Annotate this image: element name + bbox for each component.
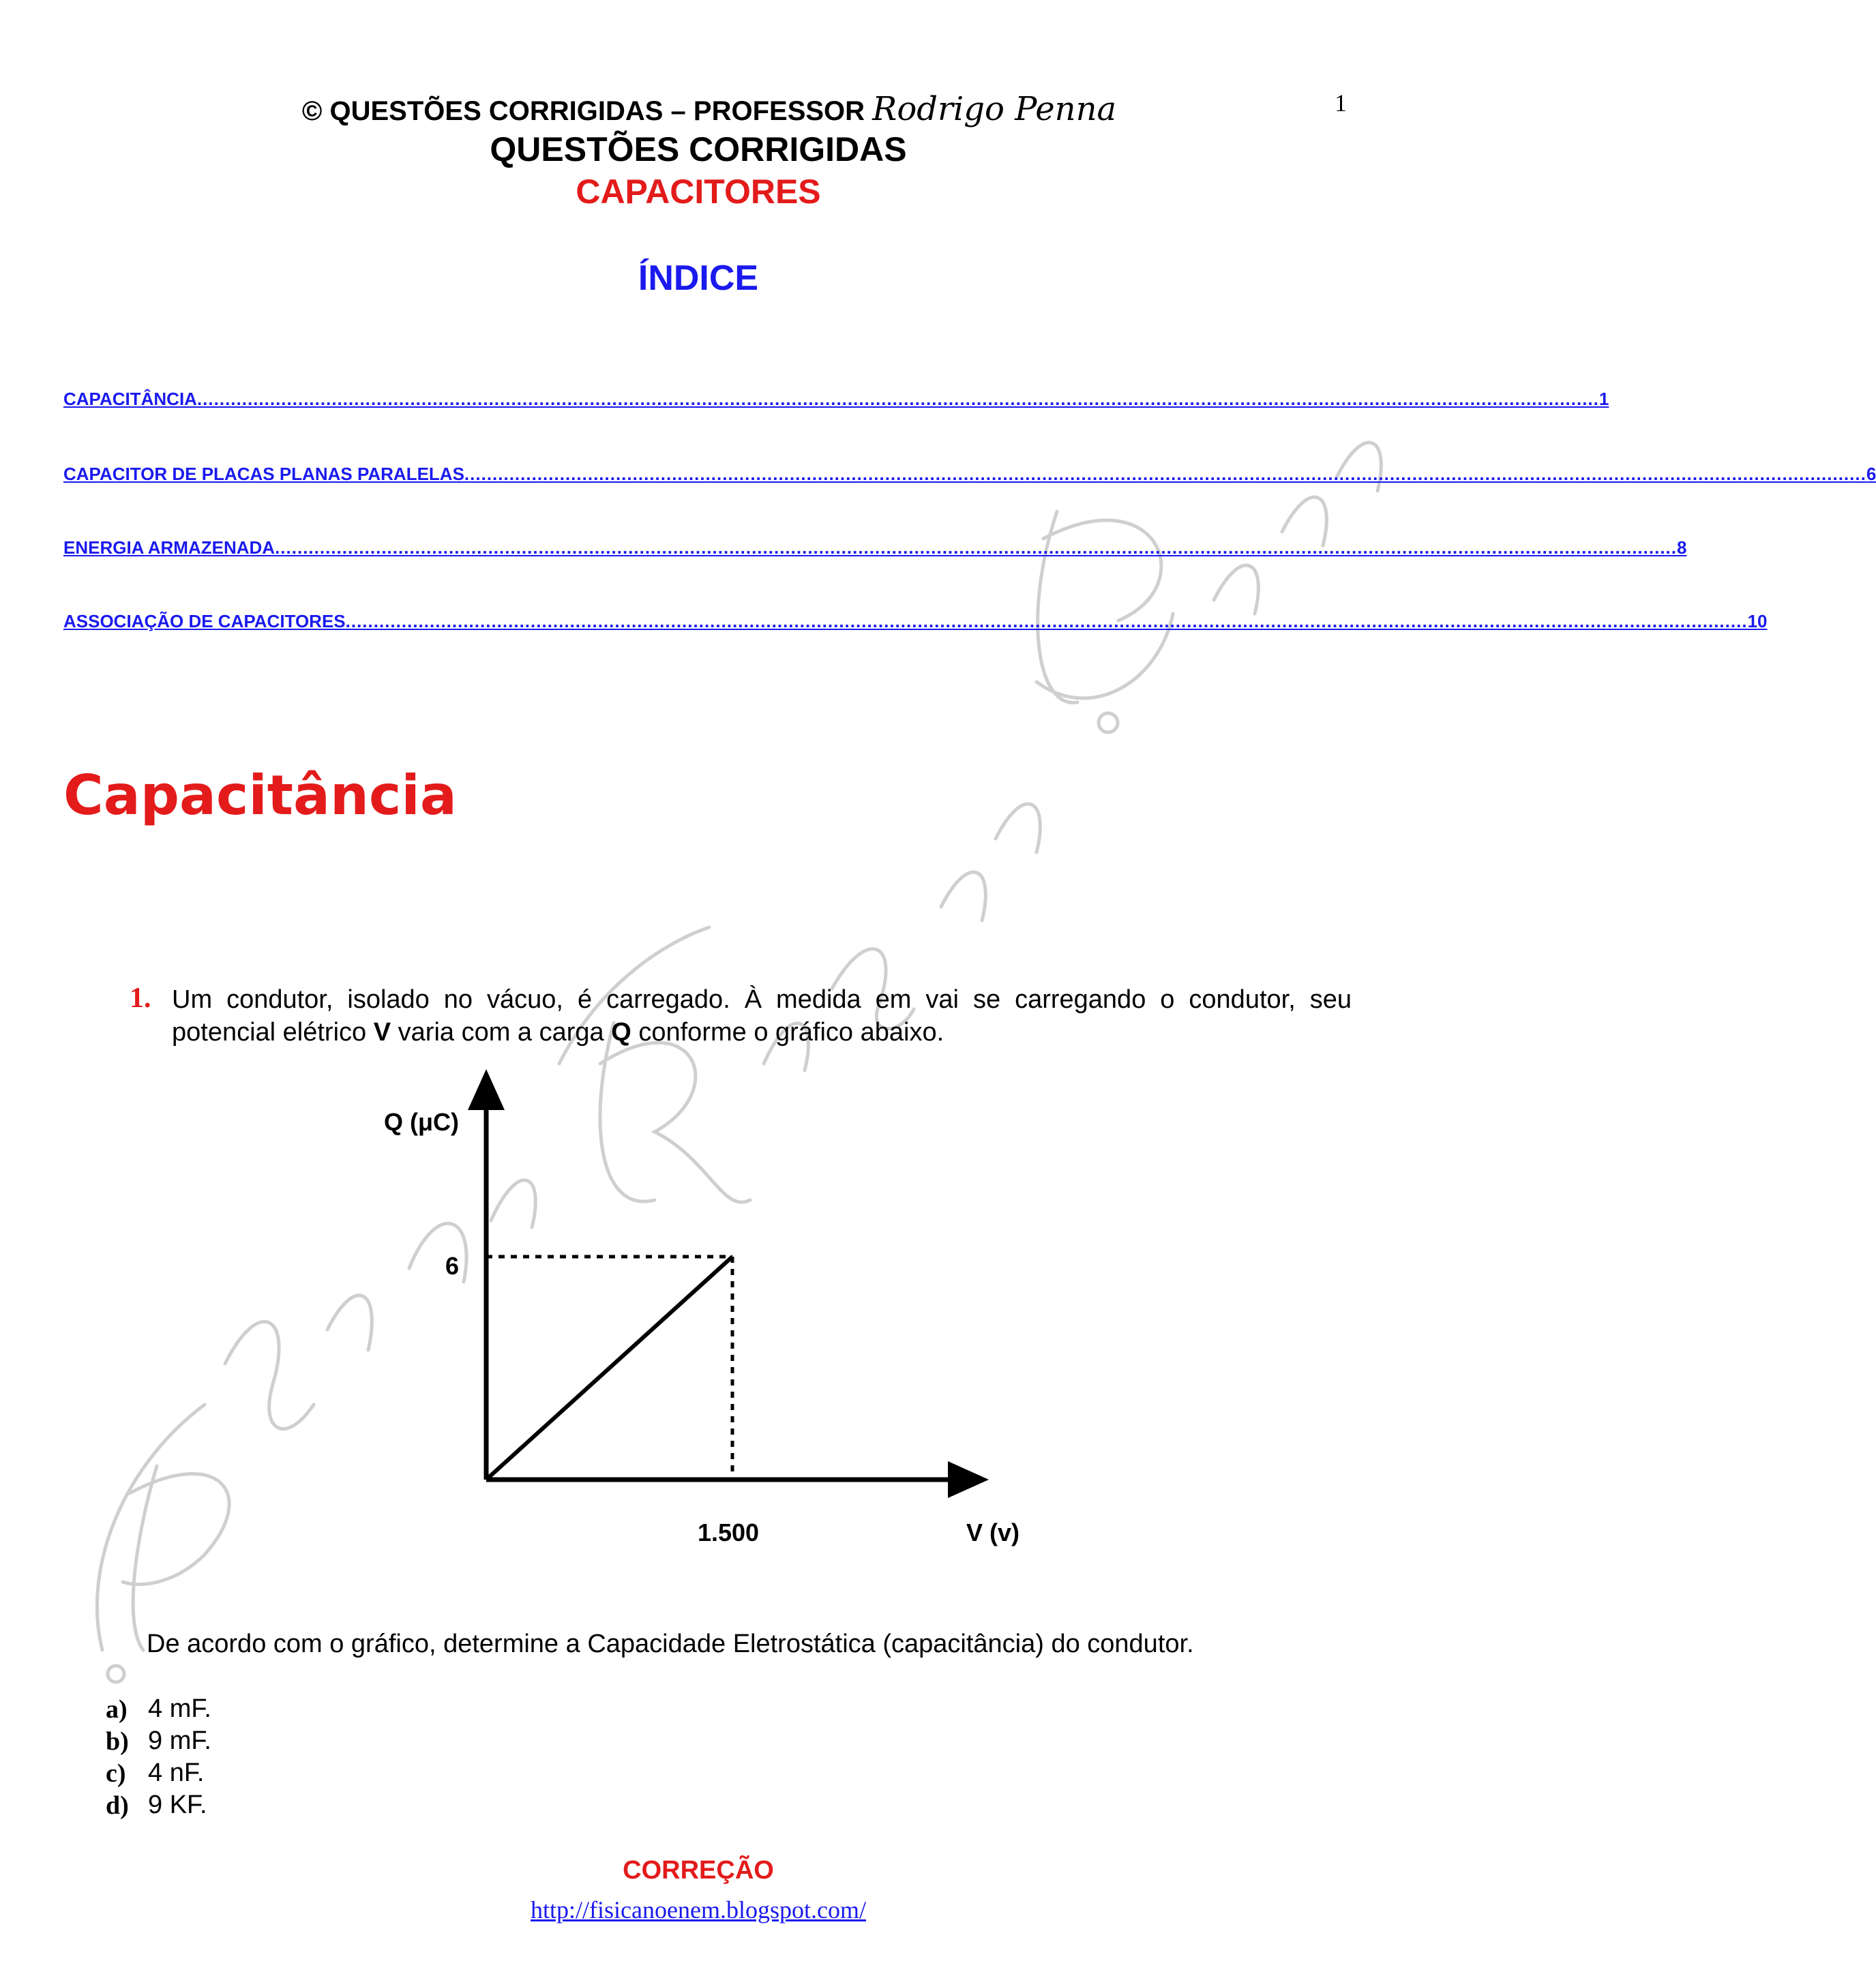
x-tick-label: 1.500 (697, 1518, 760, 1546)
x-axis-arrow-icon (948, 1461, 989, 1498)
index-title: ÍNDICE (638, 258, 759, 298)
toc-dot-leader: .......................................................................................................................................................................................................................................................... (464, 464, 1866, 484)
question-text-part: varia com a carga (391, 1018, 612, 1047)
toc-entry-page: 8 (1677, 537, 1687, 558)
option-text: 9 mF. (148, 1726, 211, 1755)
question-bold-v: V (373, 1018, 391, 1047)
copyright-text: © QUESTÕES CORRIGIDAS – PROFESSOR (301, 96, 865, 126)
toc-dot-leader: .......................................................................................................................................................................................................................................................... (275, 537, 1677, 558)
toc-entry-page: 1 (1598, 389, 1609, 409)
option-letter: b) (106, 1727, 129, 1756)
x-axis-label: V (v) (966, 1518, 1020, 1546)
document-title: QUESTÕES CORRIGIDAS (490, 130, 907, 168)
page-number: 1 (1335, 89, 1347, 117)
data-line (486, 1257, 732, 1480)
y-axis-arrow-icon (468, 1069, 505, 1110)
section-heading: Capacitância (63, 764, 457, 827)
option-letter: c) (106, 1759, 126, 1788)
toc-entry-label: CAPACITÂNCIA (63, 389, 197, 409)
answer-option-d[interactable] (106, 1791, 207, 1821)
question-prompt: De acordo com o gráfico, determine a Capacidade Eletrostática (capacitância) do condutor. (147, 1630, 1194, 1658)
answer-option-b[interactable] (106, 1726, 211, 1756)
y-tick-label: 6 (445, 1252, 459, 1280)
question-number: 1. (130, 983, 151, 1014)
option-letter: d) (106, 1791, 129, 1820)
option-text: 4 nF. (148, 1758, 205, 1787)
option-letter: a) (106, 1695, 128, 1724)
correction-label: CORREÇÃO (623, 1856, 774, 1885)
answer-option-a[interactable] (106, 1694, 211, 1724)
answer-option-c[interactable] (106, 1758, 204, 1788)
toc-dot-leader: .......................................................................................................................................................................................................................................................... (345, 611, 1748, 631)
toc-dot-leader: .......................................................................................................................................................................................................................................................... (196, 389, 1599, 409)
option-text: 9 KF. (148, 1791, 207, 1819)
toc-entry-page: 6 (1866, 464, 1876, 484)
toc-entry-label: ASSOCIAÇÃO DE CAPACITORES (63, 611, 346, 631)
question-text-part: conforme o gráfico abaixo. (631, 1018, 944, 1047)
document-subtitle: CAPACITORES (576, 173, 821, 211)
option-text: 4 mF. (148, 1694, 211, 1723)
question-text-part: Um condutor, isolado no vácuo, é carregado. À medida em vai se carregando o condutor, seu potencial elétrico (172, 985, 1352, 1047)
toc-entry-label: ENERGIA ARMAZENADA (63, 537, 276, 558)
author-signature: Rodrigo Penna (872, 90, 1117, 128)
question-bold-q: Q (611, 1018, 631, 1047)
blog-link[interactable]: http://fisicanoenem.blogspot.com/ (531, 1896, 866, 1923)
toc-entry-label: CAPACITOR DE PLACAS PLANAS PARALELAS (63, 464, 464, 484)
y-axis-label: Q (μC) (383, 1108, 459, 1136)
toc-entry-page: 10 (1747, 611, 1768, 631)
